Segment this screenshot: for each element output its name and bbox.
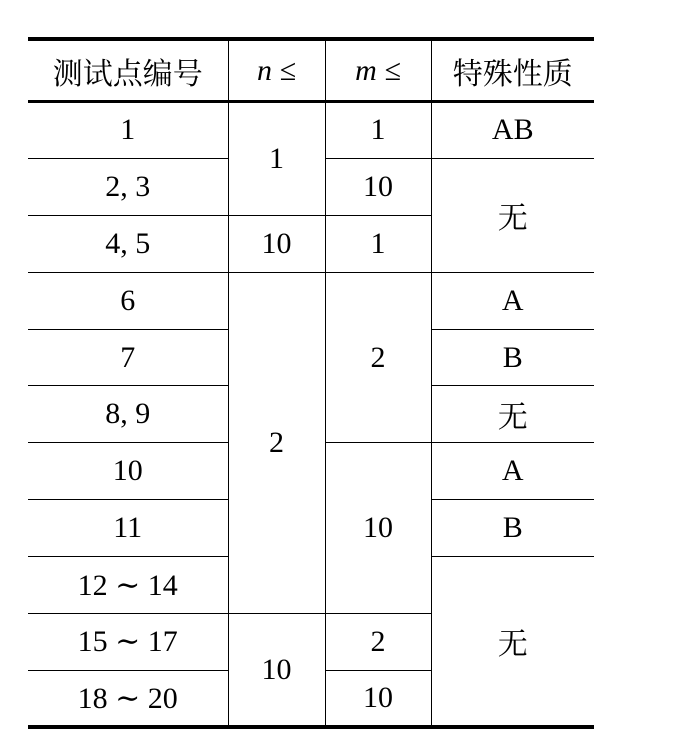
m-cell: 10 bbox=[325, 158, 431, 215]
m-cell: 10 bbox=[325, 670, 431, 727]
test-id-cell: 12 ∼ 14 bbox=[28, 557, 228, 614]
header-test-id: 测试点编号 bbox=[28, 39, 228, 102]
test-id-cell: 18 ∼ 20 bbox=[28, 670, 228, 727]
property-cell: 无 bbox=[431, 158, 594, 272]
property-cell: 无 bbox=[431, 386, 594, 443]
test-id-cell: 15 ∼ 17 bbox=[28, 614, 228, 671]
test-id-cell: 2, 3 bbox=[28, 158, 228, 215]
test-id-cell: 8, 9 bbox=[28, 386, 228, 443]
test-id-cell: 4, 5 bbox=[28, 215, 228, 272]
header-m: m ≤ bbox=[325, 39, 431, 102]
m-cell: 2 bbox=[325, 272, 431, 443]
m-cell: 2 bbox=[325, 614, 431, 671]
header-property: 特殊性质 bbox=[431, 39, 594, 102]
table-row bbox=[28, 102, 594, 159]
n-cell: 10 bbox=[228, 215, 325, 272]
test-id-cell: 11 bbox=[28, 500, 228, 557]
property-cell: A bbox=[431, 443, 594, 500]
property-cell: AB bbox=[431, 102, 594, 159]
header-row bbox=[28, 39, 594, 102]
test-id-cell: 6 bbox=[28, 272, 228, 329]
n-cell: 10 bbox=[228, 614, 325, 728]
test-id-cell: 10 bbox=[28, 443, 228, 500]
m-cell: 1 bbox=[325, 102, 431, 159]
n-cell: 1 bbox=[228, 102, 325, 216]
test-id-cell: 7 bbox=[28, 329, 228, 386]
test-id-cell: 1 bbox=[28, 102, 228, 159]
property-cell: A bbox=[431, 272, 594, 329]
m-cell: 10 bbox=[325, 443, 431, 614]
m-cell: 1 bbox=[325, 215, 431, 272]
table-row bbox=[28, 272, 594, 329]
n-cell: 2 bbox=[228, 272, 325, 613]
property-cell: 无 bbox=[431, 557, 594, 728]
property-cell: B bbox=[431, 500, 594, 557]
property-cell: B bbox=[431, 329, 594, 386]
test-data-table bbox=[28, 37, 594, 729]
header-n: n ≤ bbox=[228, 39, 325, 102]
